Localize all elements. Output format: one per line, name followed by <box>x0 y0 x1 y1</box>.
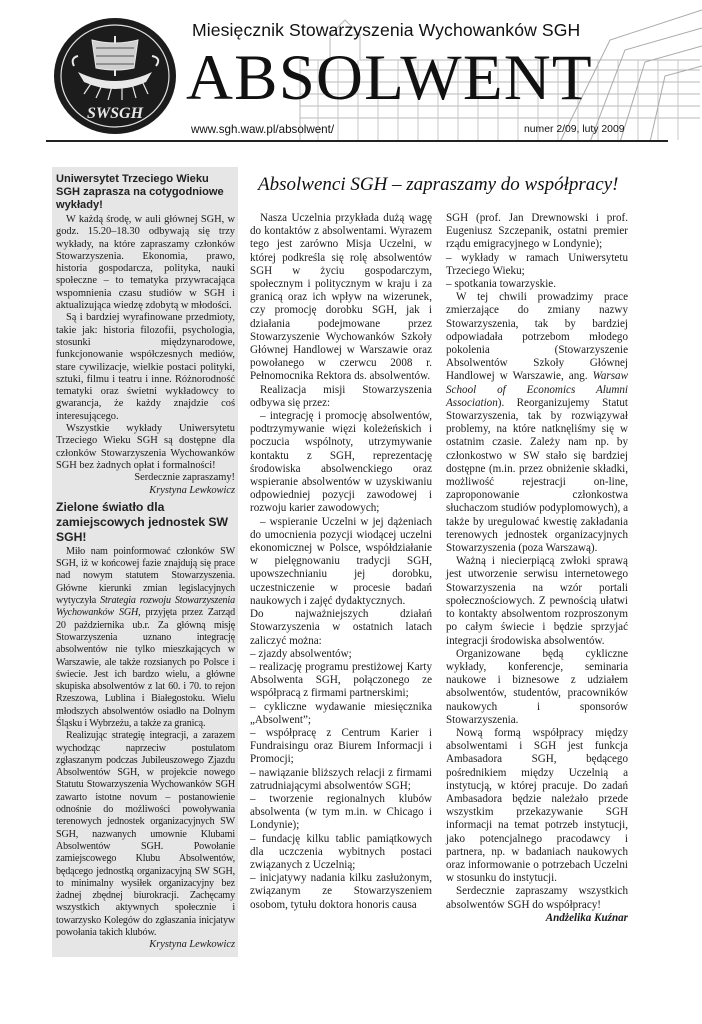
activity-list-item: – spotkania towarzyskie. <box>446 278 556 291</box>
activity-list-item: – inicjatywy nadania kilku zasłużonym, związanym ze Stowarzyszeniem osobom, tytułu doktora honoris causa <box>250 872 432 911</box>
activity-list-item: – współpracę z Centrum Karier i Fundraisingu oraz Biurem Informacji i Promocji; <box>250 726 432 766</box>
main-paragraph: W tej chwili prowadzimy prace zmierzające do zmiany nazwy Stowarzyszenia, tak by bardziej odpowiadała potrzebom młodego pokolenia (Stowarzyszenie Absolwentów Szkoły Głównej Handlowej w Warszawie, ang. Warsaw School of Economics Alumni Association). Reorganizujemy Statut Stowarzyszenia, tak by rozwiązywał problemy, na które natknęliśmy się w ostatnim czasie. Zależy nam np. by członkostwo w SW stało się bardziej dostępne (m.in. przez obniżenie składki, możliwość rejestracji on-line, zaproponowanie członkostwa słuchaczom studiów podyplomowych), a także by uregulować kwestię zakładania terenowych jednostek organizacyjnych Stowarzyszenia (poza Warszawą). <box>446 291 628 555</box>
utw-paragraph-3: Wszystkie wykłady Uniwersytetu Trzeciego Wieku SGH są dostępne dla członków Stowarzyszenia Wychowanków SGH bez żadnych opłat i formalności! <box>56 423 235 471</box>
main-paragraph: Do najważniejszych działań Stowarzyszenia w ostatnich latach zaliczyć można: <box>250 608 432 647</box>
main-paragraph: SGH (prof. Jan Drewnowski i prof. Eugeniusz Szczepanik, ostatni premier rządu emigracyjnego w Londynie); <box>446 212 628 251</box>
main-article-title: Absolwenci SGH – zapraszamy do współpracy! <box>258 174 619 195</box>
main-article-column-2 <box>446 212 628 925</box>
activity-list-item: – wykłady w ramach Uniwersytetu Trzeciego Wieku; <box>446 251 628 277</box>
main-paragraph: Organizowane będą cykliczne wykłady, konferencje, seminaria naukowe i biznesowe z udziałem absolwentów, studentów, pracowników naukowych i sponsorów Stowarzyszenia. <box>446 647 628 726</box>
activity-list-item: – zjazdy absolwentów; <box>250 647 352 660</box>
utw-paragraph-1: W każdą środę, w auli głównej SGH, w godz. 15.20–18.30 odbywają się trzy wykłady, na które zapraszamy członków Stowarzyszenia. Ekonomia, prawo, historia gospodarcza, polityka, nauki społeczne – to tematyka przywracająca wspomnienia czasu studiów w SGH i aktualizująca wiedzę zdobytą w młodości. <box>56 214 235 312</box>
clubs-paragraph-2: Realizując strategię integracji, a zarazem wychodząc naprzeciw postulatom zgłaszanym podczas Jubileuszowego Zjazdu Absolwentów SGH, w projekcie nowego Statutu Stowarzyszenia Wychowanków SGH zawarto istotne novum – postanowienie odnośnie do możliwości powoływania terenowych jednostek organizacyjnych SW SGH, nazwanych umownie Klubami Absolwentów SGH. Powołanie zamiejscowego Klubu Absolwentów, będącego jednostką organizacyjną SW SGH, to minimalny wysiłek organizacyjny bez żadnej zbędnej biurokracji. Zachęcamy wszystkich aktywnych społecznie i towarzysko Kolegów do zgłaszania inicjatyw powołania takich klubów. <box>56 730 235 939</box>
main-article-column-1 <box>250 212 432 912</box>
clubs-paragraph-1: Miło nam poinformować członków SW SGH, iż w końcowej fazie znajdują się prace nad nowym statutem Stowarzyszenia. Główne kierunki zmian legislacyjnych wytyczyła Strategia rozwoju Stowarzyszenia Wychowanków SGH, przyjęta przez Zarząd 20 października ub.r. Za główną misję Stowarzyszenia uznano integrację absolwentów nie tylko mieszkających w Warszawie, ale także rozsianych po Polsce i świecie. Jest ich bardzo wielu, a główne skupiska absolwentów z lat 60. i 70. to rejon Rzeszowa, Lublina i Białegostoku. Wielu młodszych absolwentów osiadło na Dolnym Śląsku i Wybrzeżu, a także za granicą. <box>56 545 235 729</box>
utw-author: Krystyna Lewkowicz <box>149 484 235 496</box>
main-paragraph: Serdecznie zapraszamy wszystkich absolwentów SGH do współpracy! <box>446 885 628 911</box>
main-paragraph: – wspieranie Uczelni w jej dążeniach do umocnienia pozycji wiodącej uczelni ekonomicznej w Polsce, współdziałanie w pielęgnowaniu tradycji SGH, upowszechnianiu jej dorobku, uczestniczenie w procesie badań naukowych i zajęć dydaktycznych. <box>250 515 432 607</box>
activity-list-item: – cykliczne wydawanie miesięcznika „Absolwent”; <box>250 700 432 726</box>
newsletter-title: ABSOLWENT <box>186 42 593 114</box>
activity-list-item: – fundację kilku tablic pamiątkowych dla uczczenia wybitnych postaci związanych z Uczelnią; <box>250 832 432 871</box>
clubs-article-title: Zielone światło dla zamiejscowych jednostek SW SGH! <box>56 499 229 544</box>
clubs-author: Krystyna Lewkowicz <box>149 939 235 951</box>
masthead-header <box>0 0 702 142</box>
logo-text: SWSGH <box>86 105 144 122</box>
main-article-author: Andżelika Kuźnar <box>545 911 628 924</box>
main-paragraph: Realizacja misji Stowarzyszenia odbywa się przez: <box>250 383 432 409</box>
activity-list-item: – realizację programu prestiżowej Karty Absolwenta SGH, połączonego ze współpracą z firmami partnerskimi; <box>250 660 432 700</box>
main-paragraph: Nową formą współpracy między absolwentami i SGH jest funkcja Ambasadora SGH, będącego pośrednikiem między Uczelnią a instytucją, w której pracuje. Do zadań Ambasadora będzie należało przede wszystkim przekazywanie SGH informacji na temat potrzeb instytucji, jako potencjalnego pracodawcy i partnera, np. w badaniach naukowych oraz informowanie o potrzebach Uczelni w stosunku do instytucji. <box>446 726 628 885</box>
main-paragraph: Ważną i niecierpiącą zwłoki sprawą jest utworzenie serwisu internetowego Stowarzyszenia na wzór portali społecznościowych. Z pewnością ułatwi to kontakty absolwentom rozproszonym po całym świecie i będzie sprzyjać integracji środowiska absolwentów. <box>446 555 628 647</box>
utw-paragraph-2: Są i bardziej wyrafinowane przedmioty, takie jak: historia filozofii, psychologia, stosunki międzynarodowe, funkcjonowanie współczesnych mediów, stare cywilizacje, wielkie postaci polityki, sztuki, filmu i teatru i inne. Różnorodność tematyki oraz świetni wykładowcy to gwarancja, że każdy znajdzie coś interesującego. <box>56 312 235 422</box>
issue-number: numer 2/09, luty 2009 <box>524 124 625 135</box>
utw-article-title: Uniwersytet Trzeciego Wieku SGH zaprasza na cotygodniowe wykłady! <box>56 173 224 211</box>
main-paragraph: Nasza Uczelnia przykłada dużą wagę do kontaktów z absolwentami. Wyrazem tego jest zarówno Misja Uczelni, w której podkreśla się rolę absolwentów SGH w życiu gospodarczym, społecznym i politycznym w kraju i za granicą oraz ich wpływ na wizerunek, czy promocję dorobku SGH, jak i działania podejmowane przez Stowarzyszenie Wychowanków Szkoły Głównej Handlowej w Warszawie oraz powołanego w czerwcu 2008 r. Pełnomocnika Rektora ds. absolwentów. <box>250 212 432 383</box>
utw-closing: Serdecznie zapraszamy! <box>134 472 235 484</box>
activity-list-item: – nawiązanie bliższych relacji z firmami zatrudniającymi absolwentów SGH; <box>250 766 432 792</box>
activity-list-item: – tworzenie regionalnych klubów absolwenta (w tym m.in. w Chicago i Londynie); <box>250 792 432 832</box>
sidebar-column <box>52 167 238 957</box>
newsletter-subtitle: Miesięcznik Stowarzyszenia Wychowanków SGH <box>192 20 581 40</box>
swsgh-logo <box>52 16 178 136</box>
header-divider <box>46 140 668 142</box>
website-url[interactable]: www.sgh.waw.pl/absolwent/ <box>191 123 335 136</box>
main-paragraph: – integrację i promocję absolwentów, podtrzymywanie więzi koleżeńskich i poczucia wspólnoty, utrzymywanie kontaktu z SGH, reprezentację środowiska absolwenckiego oraz wspieranie absolwentów w uzyskiwaniu odpowiedniej pozycji zawodowej i rozwoju karier zawodowych; <box>250 410 432 515</box>
